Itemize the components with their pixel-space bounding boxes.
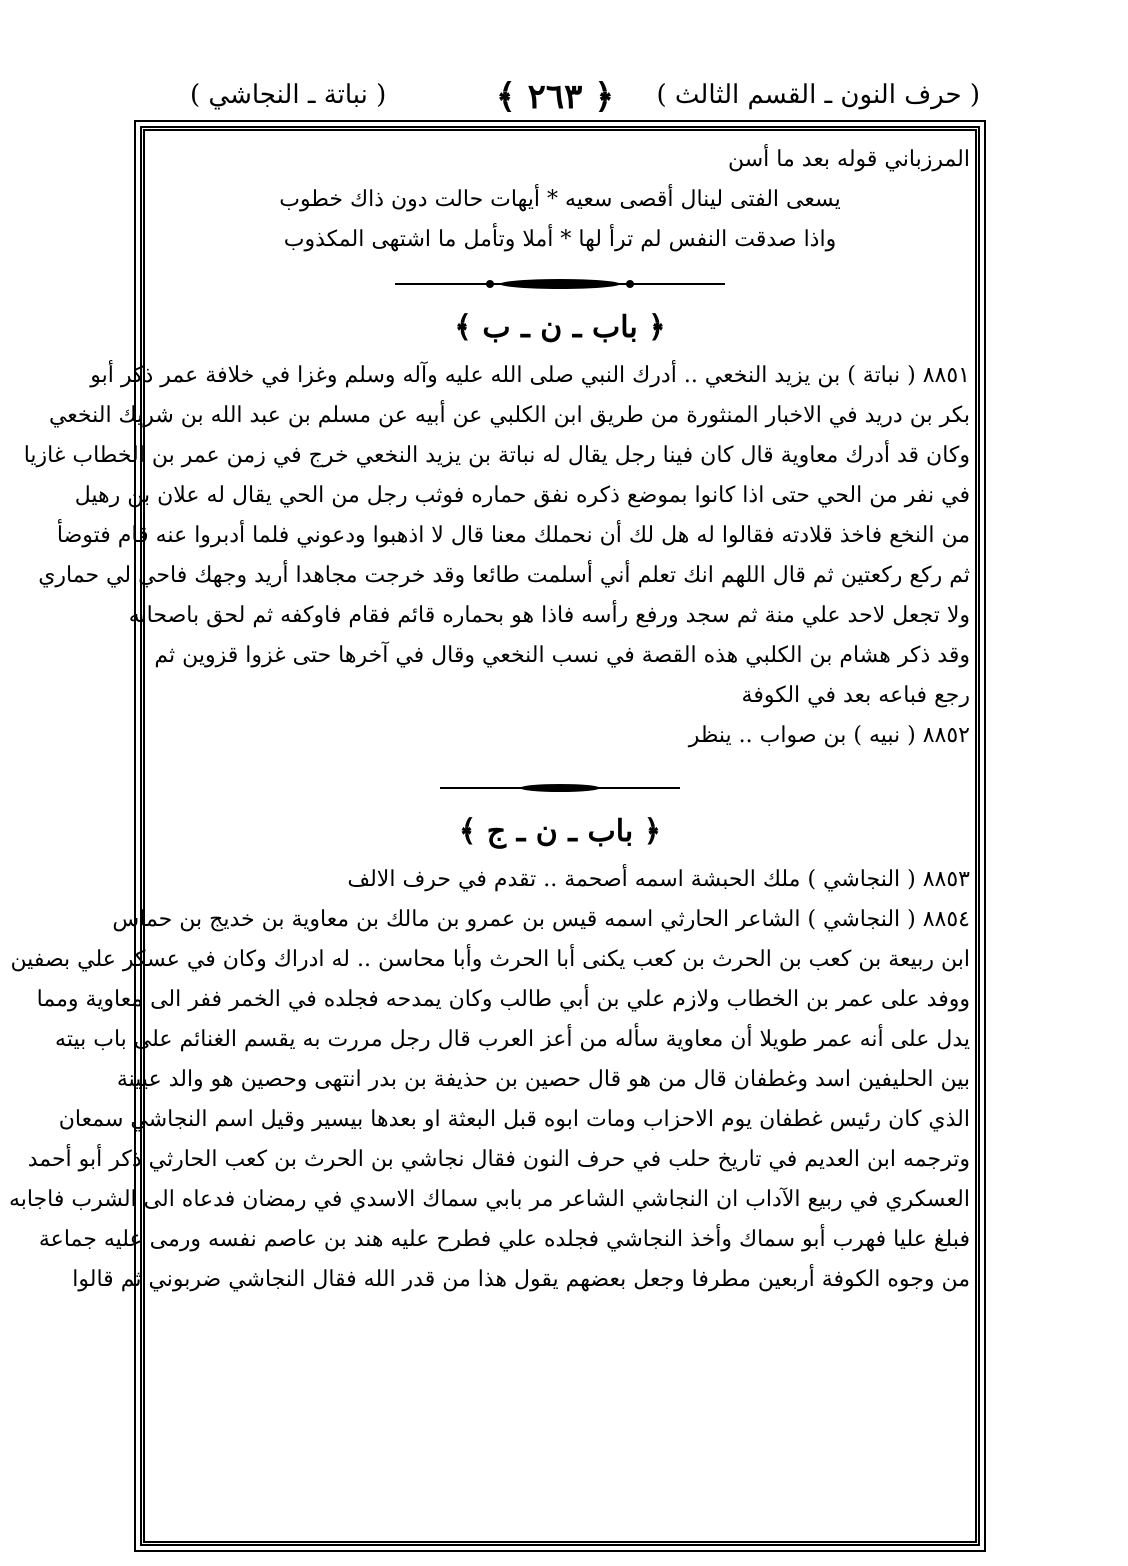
entry-8851-line: وقد ذكر هشام بن الكلبي هذه القصة في نسب النخعي وقال في آخرها حتى غزوا قزوين ثم [154, 643, 970, 668]
page-number: ﴿ ٢٦٣ ﴾ [495, 77, 615, 117]
entry-8851-line: ولا تجعل لاحد علي منة ثم سجد ورفع رأسه فاذا هو بحماره قائم فقام فاوكفه ثم لحق باصحابه [128, 603, 970, 628]
section-title-nj: ﴿ باب ـ ن ـ ج ﴾ [458, 814, 662, 849]
entry-8854-line: يدل على أنه عمر طويلا أن معاوية سأله من أعز العرب قال رجل مررت به يقسم الغنائم على باب بيته [55, 1027, 970, 1052]
verse-line: يسعى الفتى لينال أقصى سعيه * أيهات حالت دون ذاك خطوب [279, 187, 841, 212]
entry-8854-line: فبلغ عليا فهرب أبو سماك وأخذ النجاشي فجلده علي فطرح عليه هند بن عاصم نفسه ورمى عليه جماعة [38, 1227, 970, 1252]
entry-8854-line: ٨٨٥٤ ( النجاشي ) الشاعر الحارثي اسمه قيس بن عمرو بن مالك بن معاوية بن خديج بن حماس [112, 907, 970, 932]
intro-line: المرزباني قوله بعد ما أسن [728, 147, 970, 172]
entry-8851-line: من النخع فاخذ قلادته فقالوا له هل لك أن نحملك معنا قال لا اذهبوا ودعوني فلما أدبروا عنه قام فتوضأ [56, 523, 970, 548]
ornament-divider-2 [440, 778, 680, 798]
entry-8851-line: وكان قد أدرك معاوية قال كان فينا رجل يقال له نباتة بن يزيد النخعي خرج في زمن عمر بن الخطاب غازيا [23, 443, 970, 468]
entry-8854-line: الذي كان رئيس غطفان يوم الاحزاب ومات ابوه قبل البعثة او بعدها بيسير وقيل اسم النجاشي سمعان [58, 1107, 970, 1132]
entry-8851-line: ثم ركع ركعتين ثم قال اللهم انك تعلم أني أسلمت طائعا وقد خرجت مجاهدا أريد وجهك فاحي لي حماري [38, 563, 970, 588]
entry-8854-line: بين الحليفين اسد وغطفان قال من هو قال حصين بن حذيفة بن بدر انتهى وحصين هو والد عيينة [116, 1067, 970, 1092]
ornament-divider-1 [395, 274, 725, 294]
entry-8854-line: وترجمه ابن العديم في تاريخ حلب في حرف النون فقال نجاشي بن الحرث بن كعب الحارثي ذكر أبو أحمد [27, 1147, 970, 1172]
entry-8851-line: في نفر من الحي حتى اذا كانوا بموضع ذكره نفق حماره فوثب رجل من الحي يقال له علان بن رهيل [74, 483, 970, 508]
entry-8854-line: ابن ربيعة بن كعب بن الحرث بن كعب يكنى أبا الحرث وأبا محاسن .. له ادراك وكان في عسكر علي بصفين [10, 947, 970, 972]
entry-range-heading: ( نباتة ـ النجاشي ) [190, 80, 387, 110]
entry-8852: ٨٨٥٢ ( نبيه ) بن صواب .. ينظر [688, 723, 970, 748]
entry-8853: ٨٨٥٣ ( النجاشي ) ملك الحبشة اسمه أصحمة .. تقدم في حرف الالف [347, 867, 970, 892]
page-body [8, 140, 970, 1300]
verse-line: واذا صدقت النفس لم ترأ لها * أملا وتأمل ما اشتهى المكذوب [283, 227, 837, 252]
entry-8854-line: العسكري في ربيع الآداب ان النجاشي الشاعر مر بابي سماك الاسدي في رمضان فدعاه الى الشرب فاجابه [8, 1187, 970, 1212]
page-header [120, 72, 990, 122]
section-title-nb: ﴿ باب ـ ن ـ ب ﴾ [454, 310, 666, 345]
chapter-heading: ( حرف النون ـ القسم الثالث ) [656, 80, 980, 110]
entry-8854-line: ووفد على عمر بن الخطاب ولازم علي بن أبي طالب وكان يمدحه فجلده في الخمر ففر الى معاوية ومما [36, 987, 970, 1012]
entry-8851-line: بكر بن دريد في الاخبار المنثورة من طريق ابن الكلبي عن أبيه عن مسلم بن عبد الله بن شريك النخعي [48, 403, 970, 428]
entry-8851-line: ٨٨٥١ ( نباتة ) بن يزيد النخعي .. أدرك النبي صلى الله عليه وآله وسلم وغزا في خلافة عمر ذكر أبو [90, 363, 970, 388]
entry-8851-line: رجع فباعه بعد في الكوفة [741, 683, 970, 708]
entry-8854-line: من وجوه الكوفة أربعين مطرفا وجعل بعضهم يقول هذا من قدر الله فقال النجاشي ضربوني ثم قالوا [72, 1267, 970, 1292]
